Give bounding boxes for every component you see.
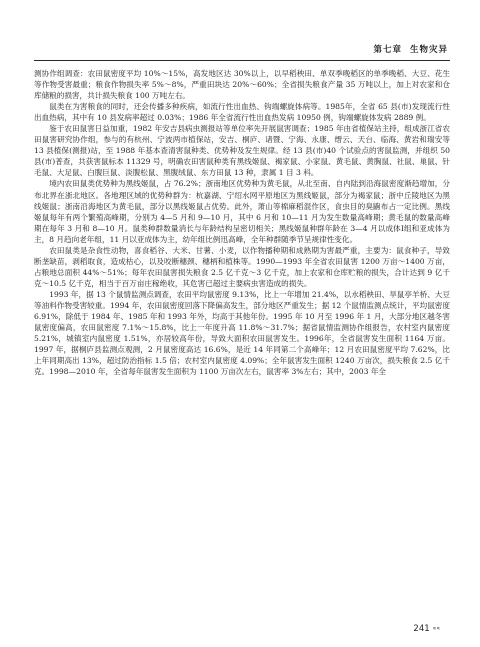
- body-text: [34, 68, 450, 377]
- page-marker-icon: ««: [432, 625, 440, 632]
- page-number: 241: [413, 624, 430, 634]
- running-header-title: [373, 43, 448, 55]
- page-footer: [413, 624, 440, 634]
- paragraph-dominant-species: 境内农田鼠类优势种为黑线姬鼠，占 76.2%；浙南地区优势种为黄毛鼠，从北至南、自内陆到沿海鼠密度渐趋增加，分布北界在浙北地区。各地理区域的优势种群为：杭嘉湖、宁绍水网平原地区为黑线姬鼠，部分为褐家鼠；浙中丘陵地区为黑线姬鼠；浙南沿海地区为黄毛鼠，部分以黑线姬鼠占优势。此外，萧山等棉麻稻混作区，食虫目的臭鼩布占一定比例。黑线姬鼠每年有两个繁殖高峰期，分别为 4—5 月和 9—10 月，其中 6 月和 10—11 月为发生数量高峰期；黄毛鼠的数量高峰期在每年 3 月和 8—10 月。鼠类种群数量消长与年龄结构呈密切相关；黑线姬鼠种群年龄在 3—4 月以成体Ⅰ组和亚成体为主，8 月趋向老年组，11 月以亚成体为主，幼年组比例迅高峰，全年种群随季节呈规律性变化。: [34, 179, 450, 244]
- running-header: [0, 0, 480, 64]
- paragraph-survey: 鉴于农田鼠害日益加重，1982 年安吉县病虫测报站等单位率先开展鼠害调查；1985 年由省植保站主持，组成浙江省农田鼠害研究协作组，参与的有杭州、宁波两市植保站，安吉、桐庐、诸暨、宁海、永康、缙云、天台、临海、黄岩和瑞安等 13 县植保(测报)站，至 1988 年基本查清害鼠种类、优势种及发生规律。经 13 县(市)40 个试验点的害鼠监测，并组织 50 县(市)普查，共获害鼠标本 11329 号，明确农田害鼠种类有黑线姬鼠、褐家鼠、小家鼠、黄毛鼠、黄胸鼠、社鼠、巢鼠、针毛鼠、大足鼠、白腹巨鼠、淡腹松鼠、黑腹绒鼠、东方田鼠 13 种，隶属 1 目 3 科。: [34, 124, 450, 178]
- chapter-title: 生物灾异: [409, 45, 448, 55]
- header-rule: [34, 60, 450, 61]
- paragraph-disease: 鼠类在为害粮食的同时，还会传播多种疾病，如流行性出血热、钩端螺旋体病等。1985年，全省 65 县(市)发现流行性出血热病，其中有 10 县发病率超过 0.03%；1986 年全省流行性出血热发病 10950 例，钩端螺旋体发病 2889 例。: [34, 102, 450, 123]
- paragraph-damage: 农田鼠类是杂食性动物，喜食稻谷、大米、甘薯、小麦，以作物播种期和成熟期为害最严重，主要为：鼠食种子，导致断垄缺苗，剥稻取食，造成枯心，以及咬断穗颈、穗柄和植株等。1990—1993 年全省农田鼠害 1200 万亩～1400 万亩，占粮地总面积 44%～51%；每年农田鼠害损失粮食 2.5 亿千克～3 亿千克，加上农家和仓库贮粮的损失，合计达到 9 亿千克～10.5 亿千克，相当于百万亩庄稼绝收，其危害已超过主要病虫害造成的损失。: [34, 245, 450, 288]
- paragraph-continuation: 测协作组调查：农田鼠密度平均 10%～15%，高发地区达 30%以上，以早稻秧田、单双季晚稻区的单季晚稻、大豆、花生等作物受害最重；粮食作物损失率 5%～8%，严重田块达 20%～60%；全省损失粮食产量 35 万吨以上，加上对农家和仓库储粮的损害，共计损失粮食 100 万吨左右。: [34, 69, 450, 101]
- chapter-label: 第七章: [373, 45, 402, 55]
- paragraph-monitoring: 1993 年，据 13 个鼠情监测点调查，农田平均鼠密度 9.13%，比上一年增加 21.4%，以水稻秧田、旱鼠亭羊桥、大豆等油料作物受害较重。1994 年，农田鼠密度回落下降偏高发生，部分地区严重发生；据 12 个鼠情监测点统计，平均鼠密度 6.91%，除低于 1984 年、1985 年和 1993 年外，均高于其他年份。1995 年 10 月至 1996 年 1 月，大部分地区越冬害鼠密度偏高，农田鼠密度 7.1%～15.8%，比上一年度升高 11.8%～31.7%；据省鼠情监测协作组报告，农村室内鼠密度 5.21%，城镇室内鼠密度 1.51%，亦居较高年份，导致大面积农田鼠害发生。1996年，全省鼠害发生面积 1164 万亩。1997 年，据桐庐县监测点观测，2 月鼠密度高达 16.6%，是近 14 年同第二个高峰年；12 月农田鼠密度平均 7.62%，比上年同期高出 13%，超过防治指标 1.5 倍；农村室内鼠密度 4.09%；全年鼠害发生面积 1240 万亩次，损失粮食 2.5 亿千克。1998—2010 年，全省每年鼠害发生面积为 1100 万亩次左右，鼠害率 3%左右；其中，2003 年全: [34, 289, 450, 377]
